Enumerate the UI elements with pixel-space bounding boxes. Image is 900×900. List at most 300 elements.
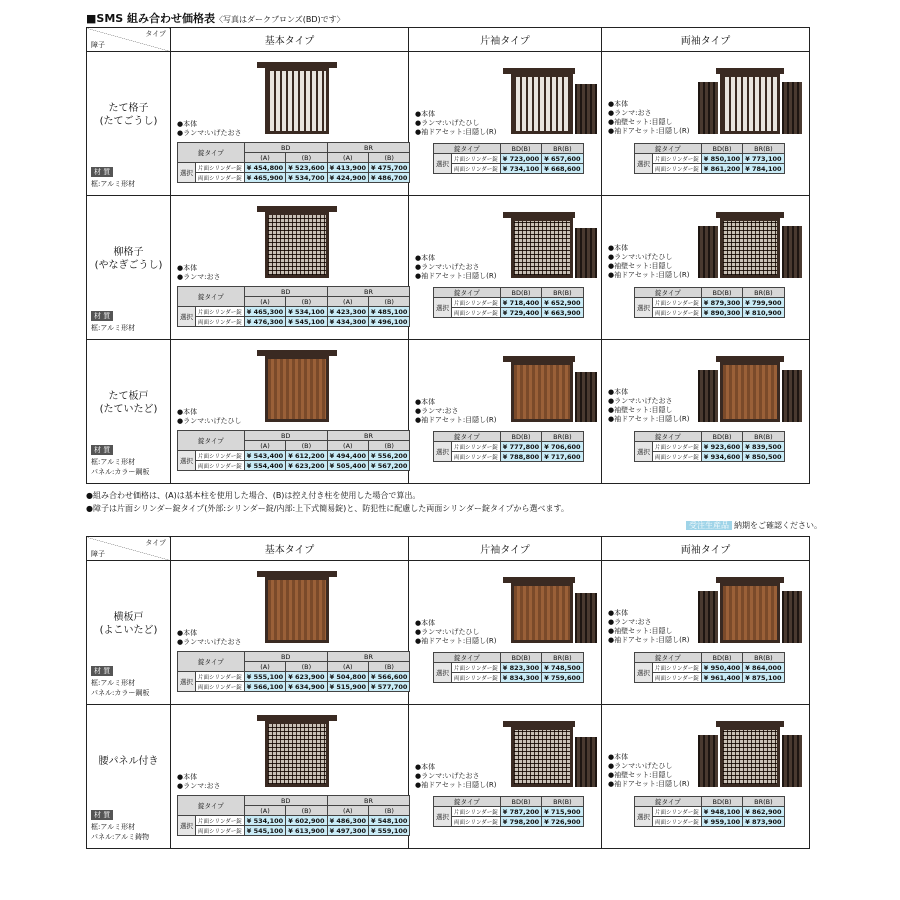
corner-door-label: 障子 — [91, 550, 105, 558]
gate-row — [87, 561, 810, 705]
included-items — [608, 100, 690, 136]
door-type-name-main: たて板戸 — [108, 391, 149, 402]
price-cell: ¥ 566,600 — [369, 672, 410, 682]
br-header: BR — [327, 652, 410, 662]
door-type-name-reading: (たていたど) — [99, 404, 158, 415]
included-item: ●本体 — [415, 398, 436, 406]
included-item: ●ランマ:いげたひし — [608, 253, 673, 261]
price-cell: ¥ 534,700 — [286, 173, 327, 183]
lock-type-header: 錠タイプ — [178, 652, 245, 672]
price-cell: ¥ 424,900 — [327, 173, 368, 183]
column-header: (B) — [369, 153, 410, 163]
select-label: 選択 — [635, 663, 653, 683]
price-cell: ¥ 454,800 — [244, 163, 285, 173]
included-item: ●本体 — [415, 619, 436, 627]
lock-type-header: 錠タイプ — [635, 432, 702, 442]
lock-name: 片面シリンダー錠 — [196, 451, 245, 461]
price-cell: ¥ 497,300 — [327, 826, 368, 836]
lock-type-header: 錠タイプ — [178, 431, 245, 451]
basic-price-table — [177, 430, 410, 471]
price-cell: ¥ 723,000 — [500, 154, 541, 164]
column-header-type: 片袖タイプ — [409, 28, 602, 52]
br-b-header: BR(B) — [743, 653, 784, 663]
lock-type-header: 錠タイプ — [635, 144, 702, 154]
gate-row — [87, 340, 810, 484]
lock-type-header: 錠タイプ — [178, 143, 245, 163]
included-item: ●ランマ:おさ — [608, 109, 652, 117]
lock-name: 両面シリンダー錠 — [653, 308, 702, 318]
column-header: (B) — [286, 441, 327, 451]
column-header-type: 基本タイプ — [171, 28, 409, 52]
header-row — [87, 537, 810, 561]
price-cell: ¥ 663,900 — [542, 308, 583, 318]
price-cell: ¥ 423,300 — [327, 307, 368, 317]
included-items — [177, 120, 241, 138]
column-header: (B) — [286, 662, 327, 672]
price-cell: ¥ 559,100 — [369, 826, 410, 836]
both-sides-type-cell — [602, 196, 810, 340]
price-table-1 — [86, 27, 810, 484]
price-cell: ¥ 810,900 — [743, 308, 784, 318]
lock-name: 片面シリンダー錠 — [196, 672, 245, 682]
lock-name: 片面シリンダー錠 — [452, 154, 501, 164]
price-cell: ¥ 734,100 — [500, 164, 541, 174]
material-tag: 材 質 — [91, 810, 113, 820]
select-label: 選択 — [635, 298, 653, 318]
price-cell: ¥ 759,600 — [542, 673, 583, 683]
gate-basic-illustration — [261, 571, 333, 643]
bd-b-header: BD(B) — [701, 288, 742, 298]
door-type-name-main: 横板戸 — [113, 612, 144, 623]
column-header: (A) — [244, 297, 285, 307]
side-type-cell — [409, 52, 602, 196]
select-label: 選択 — [178, 672, 196, 692]
br-b-header: BR(B) — [743, 797, 784, 807]
lock-type-header: 錠タイプ — [434, 288, 501, 298]
material-frame: 框:アルミ形材 — [91, 679, 136, 687]
price-cell: ¥ 657,600 — [542, 154, 583, 164]
gate-basic-illustration — [261, 62, 333, 134]
lock-name: 片面シリンダー錠 — [653, 298, 702, 308]
gate-both-sides-illustration — [698, 212, 802, 278]
material-info — [91, 810, 149, 842]
br-header: BR — [327, 287, 410, 297]
door-type-name — [87, 246, 170, 272]
included-items — [177, 773, 220, 791]
material-frame: 框:アルミ形材 — [91, 458, 136, 466]
price-cell: ¥ 961,400 — [701, 673, 742, 683]
side-price-table — [433, 431, 584, 462]
price-cell: ¥ 545,100 — [286, 317, 327, 327]
bd-b-header: BD(B) — [500, 288, 541, 298]
price-cell: ¥ 543,400 — [244, 451, 285, 461]
price-cell: ¥ 718,400 — [500, 298, 541, 308]
included-item: ●袖ドアセット:目隠し(R) — [608, 271, 690, 279]
included-item: ●袖ドアセット:目隠し(R) — [415, 128, 497, 136]
included-item: ●ランマ:いげたひし — [415, 628, 480, 636]
both-sides-type-cell — [602, 705, 810, 849]
side-price-table — [433, 652, 584, 683]
price-cell: ¥ 476,300 — [244, 317, 285, 327]
price-cell: ¥ 494,400 — [327, 451, 368, 461]
price-cell: ¥ 602,900 — [286, 816, 327, 826]
material-tag: 材 質 — [91, 445, 113, 455]
included-item: ●ランマ:おさ — [415, 407, 459, 415]
lock-name: 両面シリンダー錠 — [196, 682, 245, 692]
side-price-table — [433, 796, 584, 827]
included-item: ●袖ドアセット:目隠し(R) — [415, 637, 497, 645]
basic-price-table — [177, 142, 410, 183]
price-cell: ¥ 652,900 — [542, 298, 583, 308]
price-cell: ¥ 839,500 — [743, 442, 784, 452]
title-note: 〈写真はダークブロンズ(BD)です〉 — [215, 15, 345, 24]
bd-b-header: BD(B) — [701, 432, 742, 442]
included-items — [415, 619, 497, 646]
price-cell: ¥ 465,300 — [244, 307, 285, 317]
door-type-name-reading: (よこいたど) — [99, 625, 158, 636]
price-cell: ¥ 555,100 — [244, 672, 285, 682]
column-header: (B) — [369, 441, 410, 451]
included-item: ●袖ドアセット:目隠し(R) — [415, 781, 497, 789]
lock-name: 両面シリンダー錠 — [196, 461, 245, 471]
order-text: 納期をご確認ください。 — [734, 521, 822, 530]
price-cell: ¥ 717,600 — [542, 452, 583, 462]
included-item: ●袖壁セット:目隠し — [608, 771, 673, 779]
lock-name: 両面シリンダー錠 — [452, 673, 501, 683]
material-panel: パネル:アルミ鋳物 — [91, 833, 150, 841]
included-item: ●袖ドアセット:目隠し(R) — [415, 416, 497, 424]
lock-name: 両面シリンダー錠 — [452, 452, 501, 462]
included-item: ●本体 — [608, 388, 629, 396]
basic-price-table — [177, 286, 410, 327]
both-sides-price-table — [634, 287, 785, 318]
included-item: ●ランマ:いげたひし — [177, 417, 242, 425]
column-header: (B) — [369, 662, 410, 672]
gate-side-illustration — [507, 356, 601, 422]
select-label: 選択 — [178, 307, 196, 327]
lock-type-header: 錠タイプ — [635, 653, 702, 663]
br-b-header: BR(B) — [542, 797, 583, 807]
gate-row — [87, 52, 810, 196]
price-cell: ¥ 729,400 — [500, 308, 541, 318]
lock-name: 片面シリンダー錠 — [452, 807, 501, 817]
included-item: ●本体 — [608, 100, 629, 108]
material-tag: 材 質 — [91, 311, 113, 321]
side-price-table — [433, 143, 584, 174]
bd-header: BD — [244, 796, 327, 806]
gate-basic-illustration — [261, 206, 333, 278]
included-item: ●本体 — [608, 609, 629, 617]
price-cell: ¥ 850,500 — [743, 452, 784, 462]
bd-b-header: BD(B) — [500, 432, 541, 442]
material-info — [91, 311, 135, 333]
both-sides-price-table — [634, 652, 785, 683]
price-cell: ¥ 959,100 — [701, 817, 742, 827]
material-info — [91, 666, 149, 698]
included-item: ●ランマ:いげたおさ — [415, 263, 480, 271]
included-item: ●本体 — [608, 244, 629, 252]
lock-name: 片面シリンダー錠 — [452, 298, 501, 308]
basic-type-cell — [171, 561, 409, 705]
bd-b-header: BD(B) — [500, 653, 541, 663]
material-frame: 框:アルミ形材 — [91, 180, 136, 188]
price-cell: ¥ 773,100 — [743, 154, 784, 164]
included-item: ●本体 — [415, 763, 436, 771]
gate-side-illustration — [507, 721, 601, 787]
price-cell: ¥ 434,300 — [327, 317, 368, 327]
included-item: ●袖壁セット:目隠し — [608, 262, 673, 270]
column-header: (A) — [244, 153, 285, 163]
gate-side-illustration — [507, 212, 601, 278]
included-item: ●袖壁セット:目隠し — [608, 118, 673, 126]
included-item: ●本体 — [415, 254, 436, 262]
price-table-2 — [86, 536, 810, 849]
price-cell: ¥ 923,600 — [701, 442, 742, 452]
price-cell: ¥ 566,100 — [244, 682, 285, 692]
gate-both-sides-illustration — [698, 577, 802, 643]
included-item: ●袖壁セット:目隠し — [608, 627, 673, 635]
material-info — [91, 445, 149, 477]
price-cell: ¥ 850,100 — [701, 154, 742, 164]
br-header: BR — [327, 796, 410, 806]
column-header-type: 両袖タイプ — [602, 537, 810, 561]
price-cell: ¥ 890,300 — [701, 308, 742, 318]
lock-name: 両面シリンダー錠 — [653, 817, 702, 827]
lock-name: 片面シリンダー錠 — [653, 663, 702, 673]
order-notice — [686, 520, 822, 531]
lock-type-header: 錠タイプ — [178, 287, 245, 307]
column-header: (B) — [286, 806, 327, 816]
bd-b-header: BD(B) — [701, 653, 742, 663]
br-b-header: BR(B) — [743, 288, 784, 298]
price-cell: ¥ 788,800 — [500, 452, 541, 462]
lock-name: 片面シリンダー錠 — [196, 816, 245, 826]
material-frame: 框:アルミ形材 — [91, 324, 136, 332]
material-tag: 材 質 — [91, 167, 113, 177]
lock-name: 両面シリンダー錠 — [196, 317, 245, 327]
price-cell: ¥ 523,600 — [286, 163, 327, 173]
price-cell: ¥ 726,900 — [542, 817, 583, 827]
gate-both-sides-illustration — [698, 356, 802, 422]
price-cell: ¥ 668,600 — [542, 164, 583, 174]
lock-name: 片面シリンダー錠 — [653, 154, 702, 164]
br-b-header: BR(B) — [542, 653, 583, 663]
price-cell: ¥ 834,300 — [500, 673, 541, 683]
door-type-name — [87, 755, 170, 768]
lock-name: 片面シリンダー錠 — [452, 442, 501, 452]
price-cell: ¥ 787,200 — [500, 807, 541, 817]
price-cell: ¥ 748,500 — [542, 663, 583, 673]
door-type-cell — [87, 340, 171, 484]
included-items — [608, 609, 690, 645]
price-cell: ¥ 634,900 — [286, 682, 327, 692]
both-sides-price-table — [634, 431, 785, 462]
door-type-name — [87, 102, 170, 128]
column-header: (A) — [327, 806, 368, 816]
included-item: ●本体 — [608, 753, 629, 761]
price-cell: ¥ 496,100 — [369, 317, 410, 327]
door-type-name-reading: (たてごうし) — [99, 116, 158, 127]
included-item: ●袖ドアセット:目隠し(R) — [608, 780, 690, 788]
price-cell: ¥ 534,100 — [286, 307, 327, 317]
price-cell: ¥ 861,200 — [701, 164, 742, 174]
gate-row — [87, 196, 810, 340]
door-type-name — [87, 390, 170, 416]
door-type-name — [87, 611, 170, 637]
price-cell: ¥ 715,900 — [542, 807, 583, 817]
lock-name: 片面シリンダー錠 — [653, 442, 702, 452]
included-items — [608, 244, 690, 280]
br-b-header: BR(B) — [743, 432, 784, 442]
included-items — [415, 110, 497, 137]
included-item: ●袖ドアセット:目隠し(R) — [608, 127, 690, 135]
included-item: ●本体 — [415, 110, 436, 118]
included-item: ●袖ドアセット:目隠し(R) — [608, 636, 690, 644]
side-type-cell — [409, 340, 602, 484]
door-type-name-main: 柳格子 — [113, 247, 144, 258]
both-sides-type-cell — [602, 52, 810, 196]
price-cell: ¥ 823,300 — [500, 663, 541, 673]
side-type-cell — [409, 561, 602, 705]
basic-type-cell — [171, 52, 409, 196]
price-cell: ¥ 567,200 — [369, 461, 410, 471]
column-header: (A) — [327, 153, 368, 163]
price-cell: ¥ 784,100 — [743, 164, 784, 174]
material-panel: パネル:カラー鋼板 — [91, 468, 150, 476]
gate-side-illustration — [507, 68, 601, 134]
price-cell: ¥ 873,900 — [743, 817, 784, 827]
material-frame: 框:アルミ形材 — [91, 823, 136, 831]
included-item: ●本体 — [177, 773, 198, 781]
gate-row — [87, 705, 810, 849]
price-cell: ¥ 548,100 — [369, 816, 410, 826]
door-type-cell — [87, 705, 171, 849]
material-info — [91, 167, 135, 189]
select-label: 選択 — [635, 807, 653, 827]
material-tag: 材 質 — [91, 666, 113, 676]
select-label: 選択 — [434, 663, 452, 683]
price-cell: ¥ 515,900 — [327, 682, 368, 692]
basic-price-table — [177, 795, 410, 836]
corner-header — [87, 537, 171, 561]
included-items — [177, 629, 241, 647]
included-items — [608, 388, 690, 424]
price-cell: ¥ 934,600 — [701, 452, 742, 462]
price-cell: ¥ 799,900 — [743, 298, 784, 308]
price-cell: ¥ 613,900 — [286, 826, 327, 836]
price-cell: ¥ 504,800 — [327, 672, 368, 682]
column-header: (B) — [286, 153, 327, 163]
price-cell: ¥ 486,700 — [369, 173, 410, 183]
price-cell: ¥ 950,400 — [701, 663, 742, 673]
price-cell: ¥ 875,100 — [743, 673, 784, 683]
included-items — [177, 408, 241, 426]
lock-name: 両面シリンダー錠 — [653, 164, 702, 174]
corner-door-label: 障子 — [91, 41, 105, 49]
included-item: ●ランマ:いげたひし — [415, 119, 480, 127]
lock-name: 両面シリンダー錠 — [196, 826, 245, 836]
column-header-type: 片袖タイプ — [409, 537, 602, 561]
included-item: ●ランマ:おさ — [177, 273, 221, 281]
select-label: 選択 — [434, 298, 452, 318]
price-cell: ¥ 465,900 — [244, 173, 285, 183]
lock-type-header: 錠タイプ — [434, 653, 501, 663]
column-header: (A) — [327, 662, 368, 672]
lock-type-header: 錠タイプ — [434, 144, 501, 154]
bd-header: BD — [244, 287, 327, 297]
select-label: 選択 — [178, 451, 196, 471]
included-item: ●ランマ:いげたおさ — [177, 129, 242, 137]
side-type-cell — [409, 705, 602, 849]
lock-name: 両面シリンダー錠 — [452, 164, 501, 174]
column-header: (B) — [286, 297, 327, 307]
price-cell: ¥ 706,600 — [542, 442, 583, 452]
price-cell: ¥ 862,900 — [743, 807, 784, 817]
price-cell: ¥ 577,700 — [369, 682, 410, 692]
included-item: ●ランマ:いげたおさ — [177, 638, 242, 646]
included-item: ●袖ドアセット:目隠し(R) — [415, 272, 497, 280]
gate-basic-illustration — [261, 350, 333, 422]
lock-name: 両面シリンダー錠 — [653, 452, 702, 462]
bd-b-header: BD(B) — [500, 797, 541, 807]
br-header: BR — [327, 143, 410, 153]
material-panel: パネル:カラー鋼板 — [91, 689, 150, 697]
br-b-header: BR(B) — [743, 144, 784, 154]
select-label: 選択 — [434, 807, 452, 827]
gate-both-sides-illustration — [698, 68, 802, 134]
included-item: ●ランマ:いげたおさ — [608, 397, 673, 405]
lock-type-header: 錠タイプ — [635, 288, 702, 298]
price-cell: ¥ 612,200 — [286, 451, 327, 461]
price-cell: ¥ 879,300 — [701, 298, 742, 308]
both-sides-price-table — [634, 796, 785, 827]
included-item: ●ランマ:いげたおさ — [415, 772, 480, 780]
basic-type-cell — [171, 340, 409, 484]
notes — [86, 489, 569, 515]
basic-type-cell — [171, 196, 409, 340]
price-cell: ¥ 948,100 — [701, 807, 742, 817]
door-type-cell — [87, 561, 171, 705]
door-type-name-reading: (やなぎごうし) — [94, 260, 163, 271]
price-cell: ¥ 486,300 — [327, 816, 368, 826]
included-item: ●本体 — [177, 629, 198, 637]
price-cell: ¥ 864,000 — [743, 663, 784, 673]
select-label: 選択 — [434, 154, 452, 174]
order-badge: 受注生産品 — [686, 521, 732, 530]
included-items — [608, 753, 690, 789]
br-header: BR — [327, 431, 410, 441]
included-items — [415, 254, 497, 281]
lock-type-header: 錠タイプ — [434, 797, 501, 807]
basic-type-cell — [171, 705, 409, 849]
included-item: ●袖壁セット:目隠し — [608, 406, 673, 414]
column-header: (A) — [244, 806, 285, 816]
included-item: ●本体 — [177, 264, 198, 272]
note-2: ●障子は片面シリンダー錠タイプ(外部:シリンダー錠/内部:上下式簡易錠)と、防犯性に配慮した両面シリンダー錠タイプから選べます。 — [86, 504, 569, 513]
column-header-type: 両袖タイプ — [602, 28, 810, 52]
door-type-name-main: たて格子 — [108, 103, 149, 114]
bd-header: BD — [244, 652, 327, 662]
price-cell: ¥ 545,100 — [244, 826, 285, 836]
br-b-header: BR(B) — [542, 432, 583, 442]
included-item: ●本体 — [177, 408, 198, 416]
both-sides-type-cell — [602, 561, 810, 705]
included-item: ●ランマ:おさ — [608, 618, 652, 626]
included-items — [415, 398, 497, 425]
title-text: ■SMS 組み合わせ価格表 — [86, 12, 216, 25]
price-cell: ¥ 534,100 — [244, 816, 285, 826]
price-cell: ¥ 475,700 — [369, 163, 410, 173]
